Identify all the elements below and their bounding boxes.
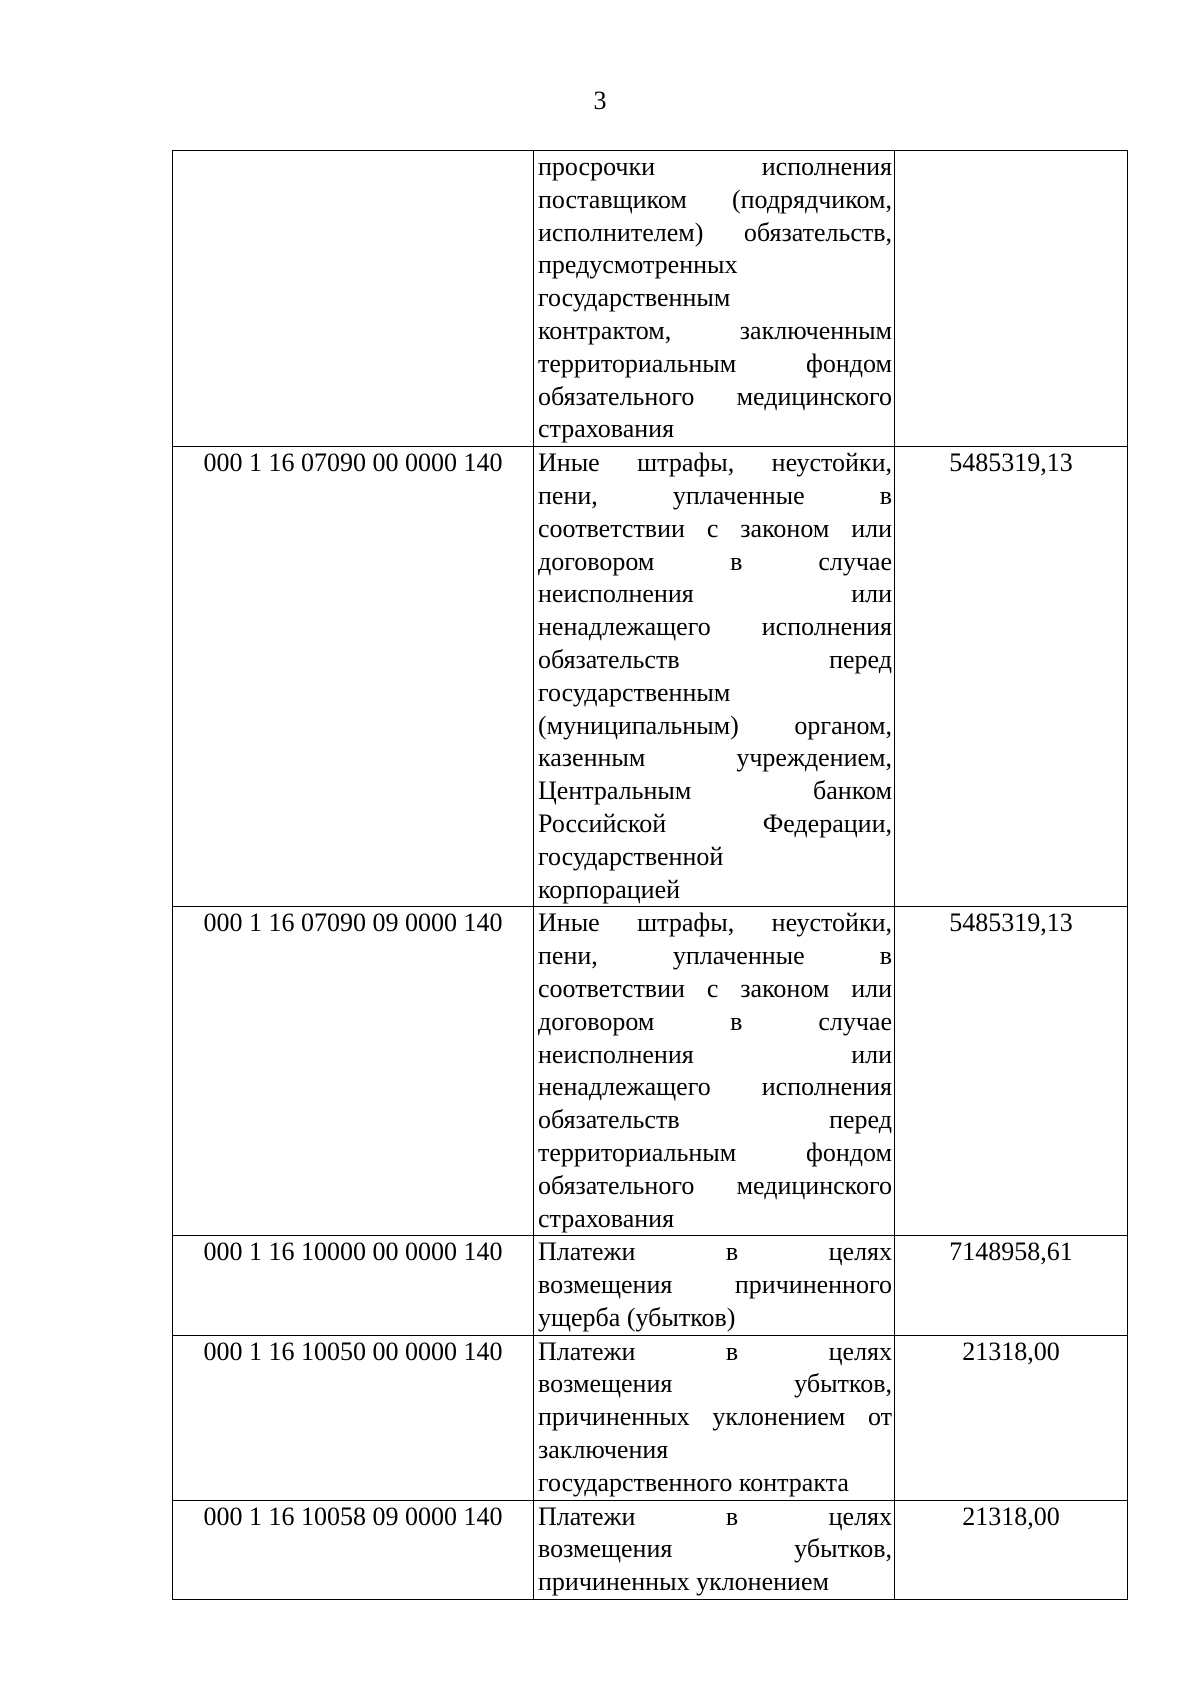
- amount-cell: 21318,00: [895, 1335, 1128, 1500]
- revenue-name-line: контрактом, заключенным: [538, 315, 892, 345]
- revenue-name-cell: [534, 1236, 895, 1335]
- table-row: [173, 1335, 1128, 1500]
- revenue-name-line: ущерба (убытков): [538, 1302, 736, 1332]
- revenue-name-line: соответствии с законом или: [538, 513, 892, 543]
- amount-cell: 21318,00: [895, 1500, 1128, 1599]
- revenue-name-line: Иные штрафы, неустойки,: [538, 448, 892, 478]
- revenue-name-line: ненадлежащего исполнения: [538, 612, 892, 642]
- amount-cell: 7148958,61: [895, 1236, 1128, 1335]
- revenue-name-cell: [534, 1500, 895, 1599]
- table-row: [173, 151, 1128, 447]
- revenue-name-line: Платежи в целях: [538, 1237, 892, 1267]
- amount-cell: [895, 151, 1128, 447]
- budget-code-cell: [173, 151, 534, 447]
- revenue-name-line: страхования: [538, 414, 675, 444]
- revenue-name-line: казенным учреждением,: [538, 743, 892, 773]
- revenue-name-line: государственным: [538, 283, 731, 313]
- revenue-name-cell: [534, 1335, 895, 1500]
- revenue-name-line: возмещения причиненного: [538, 1270, 892, 1300]
- revenue-name-line: договором в случае: [538, 546, 892, 576]
- revenue-name-line: просрочки исполнения: [538, 152, 892, 181]
- amount-cell: 5485319,13: [895, 447, 1128, 907]
- revenue-name-cell: [534, 907, 895, 1236]
- revenue-name-line: обязательного медицинского: [538, 381, 892, 411]
- revenue-name-line: обязательного медицинского: [538, 1170, 892, 1200]
- table-body: [173, 151, 1128, 1600]
- revenue-name-line: Иные штрафы, неустойки,: [538, 908, 892, 938]
- revenue-name-line: возмещения убытков,: [538, 1369, 892, 1399]
- revenue-name-line: государственной: [538, 841, 724, 871]
- budget-code-cell: 000 1 16 10058 09 0000 140: [173, 1500, 534, 1599]
- revenue-name-line: поставщиком (подрядчиком,: [538, 184, 892, 214]
- table-row: [173, 447, 1128, 907]
- revenue-name-line: договором в случае: [538, 1006, 892, 1036]
- table-row: [173, 1236, 1128, 1335]
- revenue-name-line: пени, уплаченные в: [538, 941, 892, 971]
- revenue-name-line: Платежи в целях: [538, 1501, 892, 1531]
- revenue-name-line: корпорацией: [538, 874, 681, 904]
- table-row: [173, 1500, 1128, 1599]
- revenue-name-line: неисполнения или: [538, 579, 892, 609]
- revenue-name-line: соответствии с законом или: [538, 973, 892, 1003]
- revenue-name-line: страхования: [538, 1203, 675, 1233]
- revenue-name-line: ненадлежащего исполнения: [538, 1072, 892, 1102]
- revenue-name-line: исполнителем) обязательств,: [538, 217, 892, 247]
- page-number: 3: [593, 86, 607, 115]
- revenue-name-line: государственным: [538, 677, 731, 707]
- revenue-name-line: пени, уплаченные в: [538, 480, 892, 510]
- revenue-name-line: возмещения убытков,: [538, 1534, 892, 1564]
- revenue-name-line: причиненных уклонением: [538, 1567, 829, 1597]
- revenue-name-line: Платежи в целях: [538, 1336, 892, 1366]
- revenue-name-line: причиненных уклонением от: [538, 1402, 892, 1432]
- revenue-name-line: обязательств перед: [538, 644, 892, 674]
- budget-code-cell: 000 1 16 10050 00 0000 140: [173, 1335, 534, 1500]
- revenue-name-cell: [534, 151, 895, 447]
- revenue-name-line: (муниципальным) органом,: [538, 710, 892, 740]
- revenue-name-line: Российской Федерации,: [538, 808, 892, 838]
- budget-code-cell: 000 1 16 07090 00 0000 140: [173, 447, 534, 907]
- revenue-name-line: Центральным банком: [538, 776, 892, 806]
- table-row: [173, 907, 1128, 1236]
- budget-code-cell: 000 1 16 10000 00 0000 140: [173, 1236, 534, 1335]
- revenue-name-cell: [534, 447, 895, 907]
- amount-cell: 5485319,13: [895, 907, 1128, 1236]
- budget-code-cell: 000 1 16 07090 09 0000 140: [173, 907, 534, 1236]
- revenue-name-line: заключения: [538, 1435, 669, 1465]
- budget-revenue-table: [172, 150, 1128, 1600]
- revenue-name-line: территориальным фондом: [538, 1137, 892, 1167]
- revenue-name-line: государственного контракта: [538, 1467, 849, 1497]
- revenue-name-line: территориальным фондом: [538, 348, 892, 378]
- revenue-name-line: обязательств перед: [538, 1105, 892, 1135]
- revenue-name-line: предусмотренных: [538, 250, 738, 280]
- revenue-name-line: неисполнения или: [538, 1039, 892, 1069]
